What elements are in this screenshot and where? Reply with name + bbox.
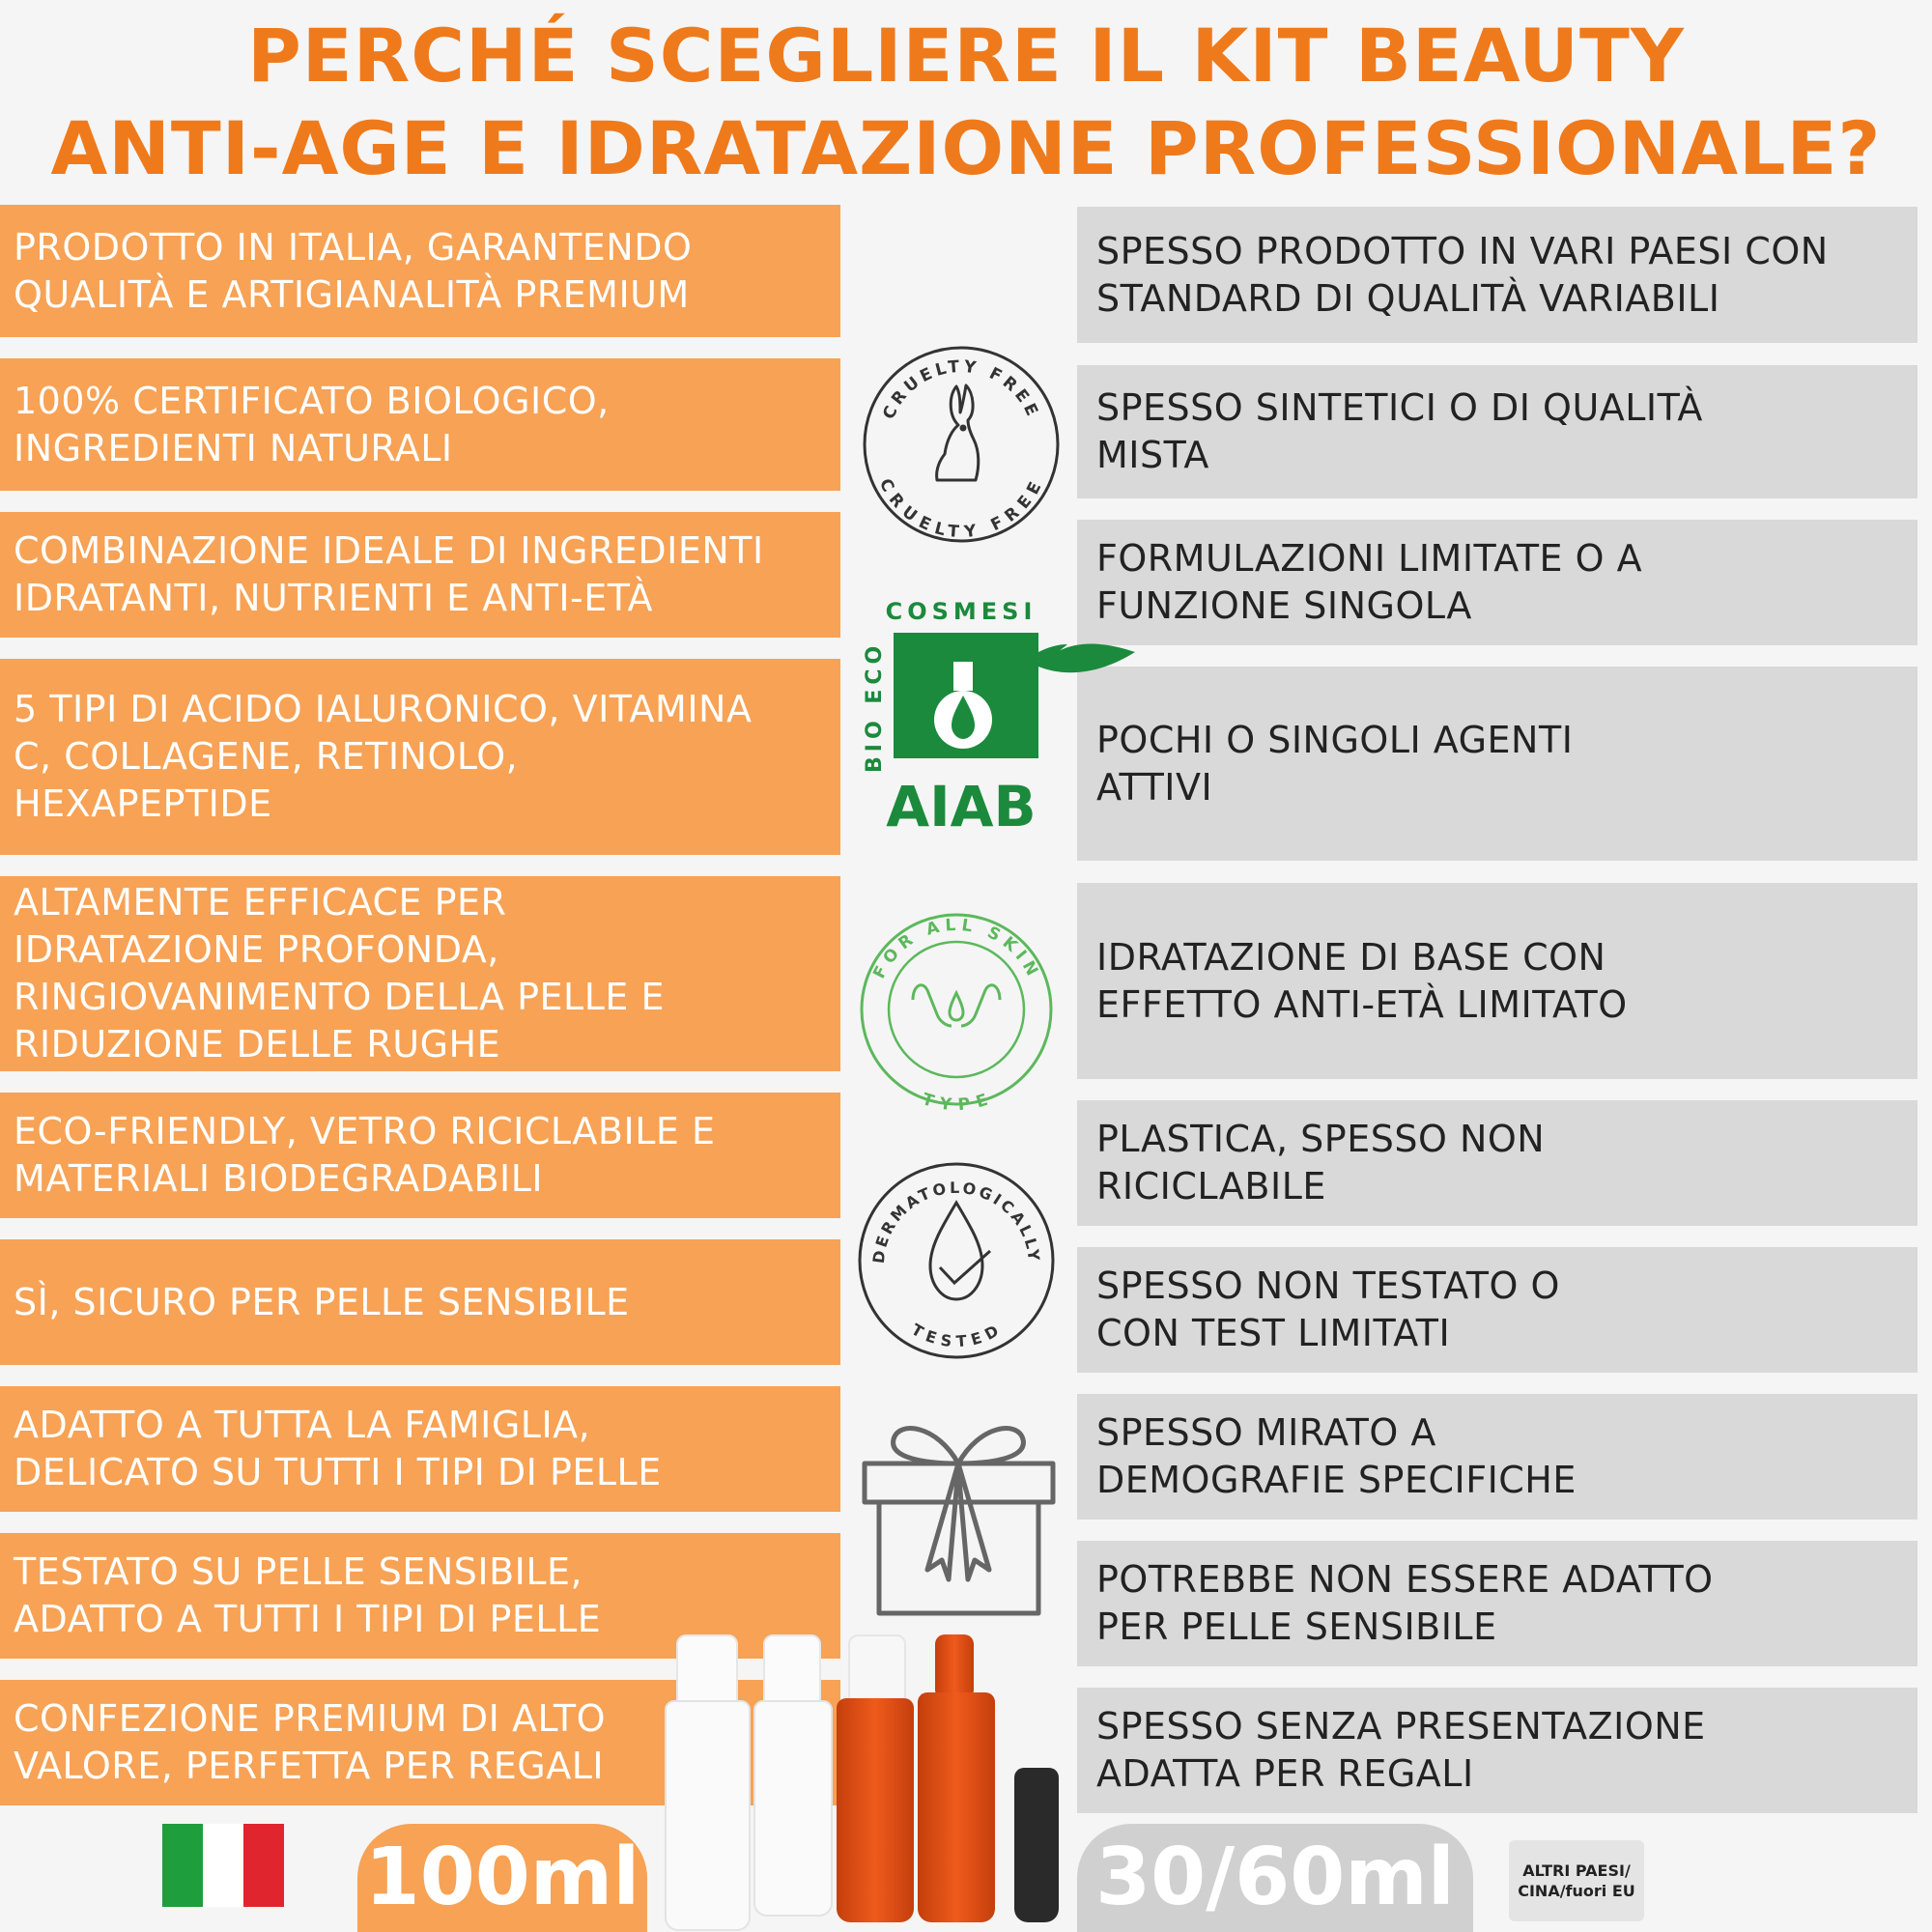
size-30-60ml: 30/60ml — [1077, 1824, 1473, 1932]
page-title-line2: ANTI-AGE E IDRATAZIONE PROFESSIONALE? — [50, 105, 1882, 191]
svg-text:DERMATOLOGICALLY: DERMATOLOGICALLY — [868, 1178, 1044, 1264]
left-item: 100% CERTIFICATO BIOLOGICO, INGREDIENTI NATURALI — [0, 358, 840, 491]
size-100ml: 100ml — [357, 1824, 647, 1932]
right-item: SPESSO NON TESTATO O CON TEST LIMITATI — [1077, 1247, 1918, 1373]
rabbit-icon — [937, 385, 979, 480]
svg-text:BIO ECO: BIO ECO — [863, 640, 887, 773]
right-item: IDRATAZIONE DI BASE CON EFFETTO ANTI-ETÀ LIMITATO — [1077, 883, 1918, 1079]
svg-text:TYPE: TYPE — [920, 1090, 993, 1111]
svg-text:CRUELTY FREE: CRUELTY FREE — [874, 475, 1048, 543]
aiab-logo — [855, 594, 1135, 845]
svg-text:CRUELTY FREE: CRUELTY FREE — [879, 356, 1043, 423]
drop-check-icon — [930, 1203, 990, 1299]
flag-white — [203, 1824, 243, 1907]
right-item: SPESSO MIRATO A DEMOGRAFIE SPECIFICHE — [1077, 1394, 1918, 1520]
bottle-dropper — [935, 1634, 974, 1694]
flag-green — [162, 1824, 203, 1907]
dropper-black — [1014, 1768, 1059, 1922]
svg-text:AIAB: AIAB — [886, 774, 1037, 839]
cruelty-free-badge — [860, 343, 1063, 546]
right-item: FORMULAZIONI LIMITATE O A FUNZIONE SINGOLA — [1077, 520, 1918, 645]
svg-text:COSMESI: COSMESI — [885, 598, 1037, 625]
left-item: 5 TIPI DI ACIDO IALURONICO, VITAMINA C, COLLAGENE, RETINOLO, HEXAPEPTIDE — [0, 659, 840, 855]
flag-red — [243, 1824, 284, 1907]
left-item: CONFEZIONE PREMIUM DI ALTO VALORE, PERFETTA PER REGALI — [0, 1680, 840, 1805]
left-item: ECO-FRIENDLY, VETRO RICICLABILE E MATERIALI BIODEGRADABILI — [0, 1093, 840, 1218]
gift-icon — [860, 1415, 1058, 1618]
italy-flag — [162, 1824, 284, 1907]
bottle-orange — [918, 1692, 995, 1922]
bottle-pump — [848, 1634, 906, 1704]
svg-text:TESTED: TESTED — [908, 1320, 1005, 1351]
bottle-white — [665, 1700, 751, 1931]
right-item: SPESSO SINTETICI O DI QUALITÀ MISTA — [1077, 365, 1918, 498]
derma-tested-badge — [855, 1159, 1058, 1362]
left-item: TESTATO SU PELLE SENSIBILE, ADATTO A TUTTI I TIPI DI PELLE — [0, 1533, 840, 1659]
left-item: ALTAMENTE EFFICACE PER IDRATAZIONE PROFONDA, RINGIOVANIMENTO DELLA PELLE E RIDUZIONE DELLE RUGHE — [0, 876, 840, 1071]
left-item: COMBINAZIONE IDEALE DI INGREDIENTI IDRATANTI, NUTRIENTI E ANTI-ETÀ — [0, 512, 840, 638]
bottle-orange — [837, 1698, 914, 1922]
right-item: PLASTICA, SPESSO NON RICICLABILE — [1077, 1100, 1918, 1226]
left-item: ADATTO A TUTTA LA FAMIGLIA, DELICATO SU TUTTI I TIPI DI PELLE — [0, 1386, 840, 1512]
bottle-pump — [763, 1634, 821, 1706]
right-item: POCHI O SINGOLI AGENTI ATTIVI — [1077, 667, 1918, 861]
bottle-white — [753, 1700, 833, 1917]
skin-type-badge — [855, 908, 1058, 1111]
hands-drop-icon — [913, 985, 1000, 1026]
page-title-line1: PERCHÉ SCEGLIERE IL KIT BEAUTY — [247, 13, 1685, 99]
other-countries-label: ALTRI PAESI/ CINA/fuori EU — [1509, 1840, 1644, 1921]
right-item: POTREBBE NON ESSERE ADATTO PER PELLE SENSIBILE — [1077, 1541, 1918, 1666]
svg-text:FOR ALL SKIN: FOR ALL SKIN — [869, 915, 1043, 982]
left-item: SÌ, SICURO PER PELLE SENSIBILE — [0, 1239, 840, 1365]
bottle-pump — [676, 1634, 738, 1706]
right-item: SPESSO SENZA PRESENTAZIONE ADATTA PER REGALI — [1077, 1688, 1918, 1813]
left-item: PRODOTTO IN ITALIA, GARANTENDO QUALITÀ E ARTIGIANALITÀ PREMIUM — [0, 205, 840, 337]
right-item: SPESSO PRODOTTO IN VARI PAESI CON STANDARD DI QUALITÀ VARIABILI — [1077, 207, 1918, 343]
